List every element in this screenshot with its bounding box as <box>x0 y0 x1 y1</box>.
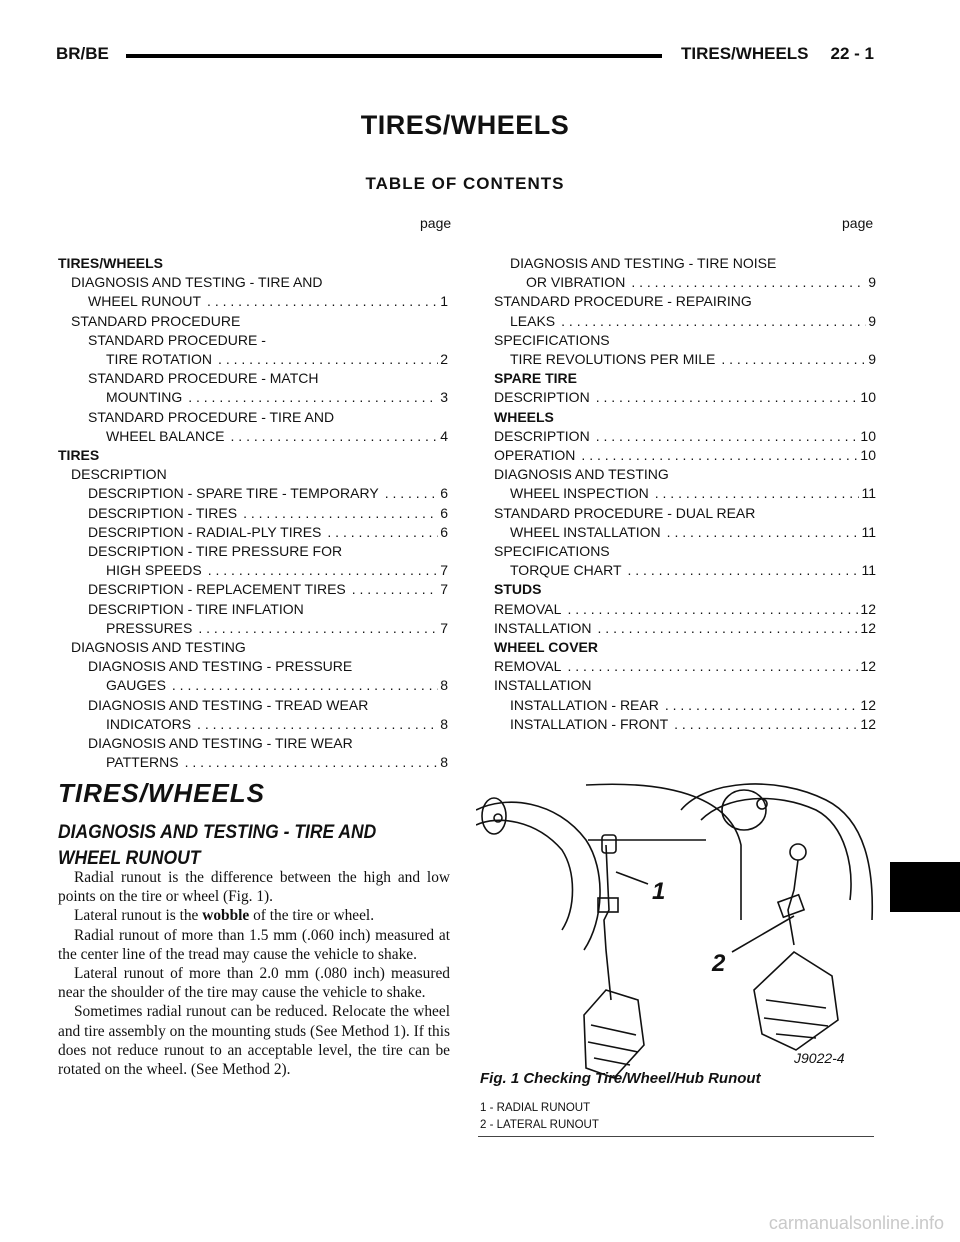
toc-page-number: 7 <box>440 619 448 636</box>
toc-entry-label: WHEEL INSPECTION <box>510 485 649 502</box>
toc-entry[interactable] <box>58 331 448 350</box>
toc-entry-label: SPARE TIRE <box>494 370 577 387</box>
toc-entry[interactable] <box>494 350 876 369</box>
paragraph: Lateral runout of more than 2.0 mm (.080 inch) measured near the shoulder of the tire may cause the vehicle to shake. <box>58 965 450 1002</box>
toc-entry[interactable] <box>494 388 876 407</box>
toc-entry-label: MOUNTING <box>106 389 183 406</box>
toc-entry-label: WHEEL COVER <box>494 639 598 656</box>
toc-page-number: 10 <box>860 447 876 464</box>
toc-page-number: 12 <box>860 619 876 636</box>
toc-page-number: 6 <box>440 523 448 540</box>
toc-entry[interactable] <box>58 542 448 561</box>
toc-entry-label: DESCRIPTION - REPLACEMENT TIRES <box>88 581 346 598</box>
toc-entry[interactable] <box>494 504 876 523</box>
toc-entry-label: DESCRIPTION <box>71 466 167 483</box>
toc-left-column <box>58 254 448 772</box>
toc-entry-label: STANDARD PROCEDURE - REPAIRING <box>494 293 752 310</box>
toc-section-heading[interactable] <box>494 408 876 427</box>
toc-page-number: 8 <box>440 715 448 732</box>
toc-entry-label: DESCRIPTION - TIRES <box>88 504 238 521</box>
toc-entry[interactable] <box>494 523 876 542</box>
text-run: Lateral runout is the <box>74 907 203 925</box>
section-title: TIRES/WHEELS <box>58 778 266 808</box>
header-rule <box>126 54 662 58</box>
toc-entry-label: PATTERNS <box>106 754 179 771</box>
toc-leader-dots <box>567 657 858 676</box>
paragraph: Radial runout is the difference between the high and low points on the tire or wheel (Fig. 1). <box>58 869 450 906</box>
toc-entry[interactable] <box>58 350 448 369</box>
toc-entry-label: OPERATION <box>494 447 576 464</box>
toc-entry-label: REMOVAL <box>494 658 562 675</box>
toc-entry-label: DESCRIPTION - SPARE TIRE - TEMPORARY <box>88 485 379 502</box>
toc-leader-dots <box>567 600 858 619</box>
toc-entry[interactable] <box>58 273 448 292</box>
toc-entry[interactable] <box>494 312 876 331</box>
toc-leader-dots <box>721 350 866 369</box>
toc-leader-dots <box>628 561 860 580</box>
toc-entry-label: LEAKS <box>510 312 556 329</box>
figure-legend <box>480 1100 599 1134</box>
toc-leader-dots <box>172 676 438 695</box>
callout-2-leader <box>732 916 794 952</box>
toc-entry[interactable] <box>494 696 876 715</box>
toc-entry-label: INDICATORS <box>106 715 192 732</box>
callout-2: 2 <box>712 950 726 977</box>
toc-leader-dots <box>581 446 858 465</box>
paragraph <box>58 906 450 925</box>
toc-entry[interactable] <box>58 427 448 446</box>
toc-entry-label: STANDARD PROCEDURE - <box>88 331 266 348</box>
toc-entry[interactable] <box>494 484 876 503</box>
toc-entry-label: DESCRIPTION - TIRE INFLATION <box>88 600 304 617</box>
toc-entry[interactable] <box>494 427 876 446</box>
toc-page-number: 11 <box>861 562 876 579</box>
toc-leader-dots <box>352 580 438 599</box>
toc-entry-label: INSTALLATION <box>494 677 592 694</box>
toc-page-number: 6 <box>440 485 448 502</box>
toc-entry[interactable] <box>494 561 876 580</box>
toc-entry-label: DIAGNOSIS AND TESTING - TIRE AND <box>71 274 323 291</box>
toc-leader-dots <box>218 350 438 369</box>
toc-entry-label: DESCRIPTION <box>494 389 590 406</box>
right-indicator-arm <box>788 860 798 945</box>
toc-leader-dots <box>561 312 866 331</box>
toc-entry[interactable] <box>494 657 876 676</box>
toc-leader-dots <box>655 484 860 503</box>
running-header <box>56 44 874 68</box>
toc-entry-label: STANDARD PROCEDURE <box>71 312 241 329</box>
toc-entry-label: GAUGES <box>106 677 166 694</box>
toc-entry-label: REMOVAL <box>494 600 562 617</box>
toc-entry[interactable] <box>494 292 876 311</box>
toc-leader-dots <box>188 388 438 407</box>
paragraph: Sometimes radial runout can be reduced. Relocate the wheel and tire assembly on the mounting studs (See Method 1). If this does not reduce runout to an acceptable level, the tire can be rotated on the wheel. (See Method 2). <box>58 1003 450 1079</box>
toc-page-number: 12 <box>860 600 876 617</box>
toc-entry-label: DIAGNOSIS AND TESTING - TIRE WEAR <box>88 735 353 752</box>
toc-entry[interactable] <box>58 580 448 599</box>
toc-entry-label: PRESSURES <box>106 619 193 636</box>
toc-entry-label: DESCRIPTION <box>494 427 590 444</box>
toc-entry-label: TIRE ROTATION <box>106 351 213 368</box>
toc-entry[interactable] <box>58 696 448 715</box>
toc-entry[interactable] <box>494 542 876 561</box>
header-section-page <box>681 44 874 64</box>
toc-page-number: 8 <box>440 754 448 771</box>
toc-entry[interactable] <box>58 753 448 772</box>
toc-leader-dots <box>207 292 438 311</box>
toc-leader-dots <box>674 715 858 734</box>
toc-leader-dots <box>243 504 438 523</box>
toc-entry[interactable] <box>58 734 448 753</box>
toc-entry-label: INSTALLATION - REAR <box>510 696 659 713</box>
toc-entry-label: OR VIBRATION <box>526 274 626 291</box>
emphasis: wobble <box>202 907 250 925</box>
toc-entry-label: TORQUE CHART <box>510 562 622 579</box>
toc-entry[interactable] <box>494 331 876 350</box>
toc-page-number: 3 <box>440 389 448 406</box>
page-number: 22 - 1 <box>830 44 874 63</box>
toc-entry[interactable] <box>58 638 448 657</box>
toc-entry-label: TIRE REVOLUTIONS PER MILE <box>510 351 716 368</box>
legend-item: 2 - LATERAL RUNOUT <box>480 1119 599 1131</box>
legend-item: 1 - RADIAL RUNOUT <box>480 1102 591 1114</box>
model-code: BR/BE <box>56 44 109 63</box>
toc-entry-label: WHEELS <box>494 408 554 425</box>
toc-entry[interactable] <box>58 388 448 407</box>
toc-page-number: 12 <box>860 715 876 732</box>
toc-leader-dots <box>198 619 438 638</box>
toc-entry-label: DIAGNOSIS AND TESTING - TREAD WEAR <box>88 696 369 713</box>
toc-page-number: 10 <box>860 427 876 444</box>
toc-leader-dots <box>667 523 860 542</box>
toc-right-column <box>494 254 876 734</box>
toc-page-number: 4 <box>440 427 448 444</box>
toc-section-heading[interactable] <box>58 446 448 465</box>
toc-leader-dots <box>208 561 439 580</box>
toc-entry[interactable] <box>494 254 876 273</box>
runout-illustration <box>476 780 874 1080</box>
toc-page-number: 9 <box>868 274 876 291</box>
toc-entry[interactable] <box>494 676 876 695</box>
toc-entry[interactable] <box>58 619 448 638</box>
toc-entry-label: HIGH SPEEDS <box>106 562 202 579</box>
toc-entry[interactable] <box>58 484 448 503</box>
toc-entry-label: STUDS <box>494 581 542 598</box>
toc-page-number: 8 <box>440 677 448 694</box>
toc-entry[interactable] <box>58 504 448 523</box>
toc-section-heading[interactable] <box>494 638 876 657</box>
toc-entry-label: WHEEL INSTALLATION <box>510 523 661 540</box>
toc-page-number: 6 <box>440 504 448 521</box>
legend-rule <box>478 1136 874 1137</box>
toc-leader-dots <box>231 427 439 446</box>
toc-entry[interactable] <box>494 600 876 619</box>
toc-leader-dots <box>327 523 438 542</box>
toc-entry[interactable] <box>58 600 448 619</box>
toc-page-number: 7 <box>440 562 448 579</box>
toc-leader-dots <box>665 696 859 715</box>
toc-leader-dots <box>385 484 439 503</box>
page-title: TIRES/WHEELS <box>360 110 570 140</box>
toc-entry-label: INSTALLATION <box>494 619 592 636</box>
toc-entry[interactable] <box>494 715 876 734</box>
toc-entry-label: STANDARD PROCEDURE - MATCH <box>88 370 319 387</box>
toc-entry[interactable] <box>494 619 876 638</box>
paragraph: Radial runout of more than 1.5 mm (.060 inch) measured at the center line of the tread may cause the vehicle to shake. <box>58 926 450 963</box>
toc-entry-label: INSTALLATION - FRONT <box>510 715 669 732</box>
right-wheel-hub <box>722 790 766 830</box>
toc-entry[interactable] <box>58 715 448 734</box>
section-thumb-tab <box>890 862 960 912</box>
callout-1: 1 <box>652 878 666 905</box>
toc-leader-dots <box>598 619 859 638</box>
toc-section-heading[interactable] <box>58 254 448 273</box>
toc-entry[interactable] <box>58 408 448 427</box>
toc-page-number: 11 <box>861 523 876 540</box>
toc-entry-label: STANDARD PROCEDURE - TIRE AND <box>88 408 335 425</box>
toc-page-number: 2 <box>440 351 448 368</box>
toc-page-number: 7 <box>440 581 448 598</box>
subsection-title: DIAGNOSIS AND TESTING - TIRE AND WHEEL RUNOUT <box>58 822 377 869</box>
toc-entry-label: SPECIFICATIONS <box>494 331 610 348</box>
toc-entry-label: DESCRIPTION - RADIAL-PLY TIRES <box>88 523 322 540</box>
toc-section-heading[interactable] <box>494 369 876 388</box>
text-run: of the tire or wheel. <box>249 907 375 925</box>
toc-entry-label: DIAGNOSIS AND TESTING <box>71 639 246 656</box>
toc-entry-label: DIAGNOSIS AND TESTING - TIRE NOISE <box>510 255 777 271</box>
toc-entry[interactable] <box>58 369 448 388</box>
body-text <box>58 868 450 1079</box>
toc-page-number: 10 <box>860 389 876 406</box>
toc-entry-label: DIAGNOSIS AND TESTING - PRESSURE <box>88 658 353 675</box>
callout-1-leader <box>616 872 648 884</box>
toc-section-heading[interactable] <box>494 580 876 599</box>
toc-entry-label: SPECIFICATIONS <box>494 543 610 560</box>
figure-code: J9022-4 <box>794 1050 845 1066</box>
toc-page-number: 9 <box>868 351 876 368</box>
toc-entry[interactable] <box>58 465 448 484</box>
toc-entry[interactable] <box>58 523 448 542</box>
toc-title: TABLE OF CONTENTS <box>365 174 565 193</box>
toc-page-number: 12 <box>860 696 876 713</box>
toc-leader-dots <box>596 427 859 446</box>
figure-caption: Fig. 1 Checking Tire/Wheel/Hub Runout <box>480 1070 761 1087</box>
left-tire-outline <box>476 802 600 950</box>
toc-leader-dots <box>197 715 438 734</box>
left-indicator-arm <box>604 845 611 1000</box>
watermark: carmanualsonline.info <box>768 1213 944 1233</box>
toc-page-number: 12 <box>860 658 876 675</box>
header-section: TIRES/WHEELS <box>681 44 809 63</box>
toc-entry[interactable] <box>58 292 448 311</box>
toc-entry[interactable] <box>494 465 876 484</box>
toc-entry-label: TIRES <box>58 447 100 464</box>
toc-entry[interactable] <box>58 676 448 695</box>
toc-entry-label: WHEEL BALANCE <box>106 427 225 444</box>
toc-entry[interactable] <box>494 446 876 465</box>
toc-entry[interactable] <box>494 273 876 292</box>
toc-entry[interactable] <box>58 312 448 331</box>
toc-page-number: 1 <box>440 293 448 310</box>
toc-leader-dots <box>631 273 866 292</box>
toc-page-label-right: page <box>842 215 874 231</box>
toc-leader-dots <box>596 388 859 407</box>
toc-leader-dots <box>185 753 439 772</box>
toc-page-number: 11 <box>861 485 876 502</box>
toc-page-label-left: page <box>420 215 452 231</box>
toc-entry-label: STANDARD PROCEDURE - DUAL REAR <box>494 504 756 521</box>
toc-entry-label: DIAGNOSIS AND TESTING <box>494 466 669 483</box>
toc-entry-label: WHEEL RUNOUT <box>88 293 202 310</box>
toc-entry[interactable] <box>58 561 448 580</box>
toc-page-number: 9 <box>868 312 876 329</box>
toc-entry-label: DESCRIPTION - TIRE PRESSURE FOR <box>88 543 343 560</box>
toc-entry-label: TIRES/WHEELS <box>58 255 164 271</box>
toc-entry[interactable] <box>58 657 448 676</box>
